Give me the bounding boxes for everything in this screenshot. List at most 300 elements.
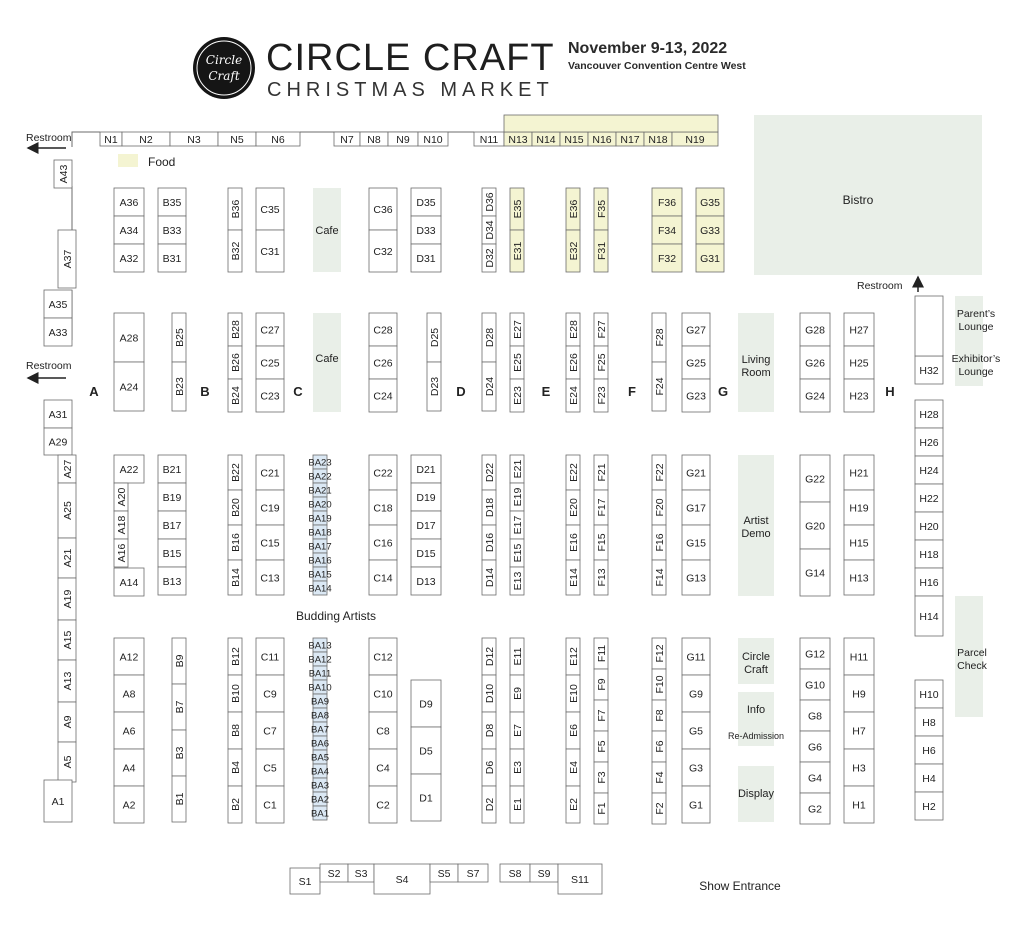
booth-b15[interactable] xyxy=(158,539,186,567)
booth-c31[interactable] xyxy=(256,230,284,272)
booth-d1[interactable] xyxy=(411,774,441,821)
booth-e31[interactable] xyxy=(510,230,524,272)
booth-d25[interactable] xyxy=(427,313,441,362)
booth-d22[interactable] xyxy=(482,455,496,490)
booth-g35[interactable] xyxy=(696,188,724,216)
booth-ba23[interactable] xyxy=(308,455,331,469)
booth-label: H4 xyxy=(922,772,936,785)
booth-f16[interactable] xyxy=(652,525,666,560)
booth-g22[interactable] xyxy=(800,455,830,502)
booth-n10[interactable] xyxy=(418,132,448,146)
booth-c22[interactable] xyxy=(369,455,397,490)
booth-b7[interactable] xyxy=(172,684,186,730)
booth-label: H32 xyxy=(919,364,939,377)
booth-e13[interactable] xyxy=(510,567,524,595)
booth-c5[interactable] xyxy=(256,749,284,786)
booth-h18[interactable] xyxy=(915,540,943,568)
booth-e35[interactable] xyxy=(510,188,524,230)
booth-b36[interactable] xyxy=(228,188,242,230)
booth-e32[interactable] xyxy=(566,230,580,272)
booth-g25[interactable] xyxy=(682,346,710,379)
booth-a1[interactable] xyxy=(44,780,72,822)
booth-a25[interactable] xyxy=(58,483,76,538)
booth-f25[interactable] xyxy=(594,346,608,379)
booth-g6[interactable] xyxy=(800,731,830,762)
booth-n2[interactable] xyxy=(122,132,170,146)
booth-d6[interactable] xyxy=(482,749,496,786)
booth-g5[interactable] xyxy=(682,712,710,749)
booth-b25[interactable] xyxy=(172,313,186,362)
booth-[interactable] xyxy=(504,115,718,132)
booth-[interactable] xyxy=(915,296,943,356)
booth-label: A21 xyxy=(61,548,74,568)
booth-a27[interactable] xyxy=(58,455,76,483)
booth-b1[interactable] xyxy=(172,776,186,822)
booth-c32[interactable] xyxy=(369,230,397,272)
booth-g20[interactable] xyxy=(800,502,830,549)
booth-n8[interactable] xyxy=(360,132,388,146)
booth-d5[interactable] xyxy=(411,727,441,774)
booth-h16[interactable] xyxy=(915,568,943,596)
booth-g9[interactable] xyxy=(682,675,710,712)
booth-label: D12 xyxy=(483,646,496,667)
booth-label: F9 xyxy=(595,678,608,691)
booth-a4[interactable] xyxy=(114,749,144,786)
booth-box[interactable] xyxy=(915,296,943,356)
booth-b23[interactable] xyxy=(172,362,186,411)
booth-d16[interactable] xyxy=(482,525,496,560)
booth-h23[interactable] xyxy=(844,379,874,412)
booth-f36[interactable] xyxy=(652,188,682,216)
booth-b14[interactable] xyxy=(228,560,242,595)
booth-a31[interactable] xyxy=(44,400,72,428)
booth-h19[interactable] xyxy=(844,490,874,525)
booth-f28[interactable] xyxy=(652,313,666,362)
booth-a18[interactable] xyxy=(114,511,128,539)
booth-c2[interactable] xyxy=(369,786,397,823)
booth-c11[interactable] xyxy=(256,638,284,675)
booth-label: E9 xyxy=(511,687,524,700)
booth-a5[interactable] xyxy=(58,742,76,782)
booth-a43[interactable] xyxy=(54,160,72,188)
booth-n1[interactable] xyxy=(100,132,122,146)
booth-a22[interactable] xyxy=(114,455,144,483)
booth-d36[interactable] xyxy=(482,188,496,216)
booth-a20[interactable] xyxy=(114,483,128,511)
booth-g21[interactable] xyxy=(682,455,710,490)
booth-label: D34 xyxy=(483,220,496,240)
booth-d31[interactable] xyxy=(411,244,441,272)
booth-f15[interactable] xyxy=(594,525,608,560)
booth-b13[interactable] xyxy=(158,567,186,595)
booth-g11[interactable] xyxy=(682,638,710,675)
booth-a35[interactable] xyxy=(44,290,72,318)
booth-a15[interactable] xyxy=(58,620,76,660)
booth-f31[interactable] xyxy=(594,230,608,272)
booth-ba19[interactable] xyxy=(308,511,331,525)
booth-n17[interactable] xyxy=(616,132,644,146)
booth-a21[interactable] xyxy=(58,538,76,578)
booth-h9[interactable] xyxy=(844,675,874,712)
booth-n13[interactable] xyxy=(504,132,532,146)
booth-g24[interactable] xyxy=(800,379,830,412)
booth-h24[interactable] xyxy=(915,456,943,484)
booth-e20[interactable] xyxy=(566,490,580,525)
booth-c8[interactable] xyxy=(369,712,397,749)
booth-f34[interactable] xyxy=(652,216,682,244)
booth-h27[interactable] xyxy=(844,313,874,346)
booth-ba8[interactable] xyxy=(311,708,329,722)
booth-a37[interactable] xyxy=(58,230,76,288)
booth-f6[interactable] xyxy=(652,731,666,762)
booth-b8[interactable] xyxy=(228,712,242,749)
booth-e6[interactable] xyxy=(566,712,580,749)
booth-f23[interactable] xyxy=(594,379,608,412)
booth-b21[interactable] xyxy=(158,455,186,483)
booth-d9[interactable] xyxy=(411,680,441,727)
booth-box[interactable] xyxy=(504,115,718,132)
booth-s7[interactable] xyxy=(458,864,488,882)
booth-c25[interactable] xyxy=(256,346,284,379)
booth-a6[interactable] xyxy=(114,712,144,749)
booth-s2[interactable] xyxy=(320,864,348,882)
booth-g2[interactable] xyxy=(800,793,830,824)
booth-c16[interactable] xyxy=(369,525,397,560)
booth-d13[interactable] xyxy=(411,567,441,595)
booth-c24[interactable] xyxy=(369,379,397,412)
booth-f2[interactable] xyxy=(652,793,666,824)
booth-a9[interactable] xyxy=(58,702,76,742)
booth-b22[interactable] xyxy=(228,455,242,490)
booth-d14[interactable] xyxy=(482,560,496,595)
booth-f5[interactable] xyxy=(594,731,608,762)
booth-n18[interactable] xyxy=(644,132,672,146)
booth-c28[interactable] xyxy=(369,313,397,346)
booth-s5[interactable] xyxy=(430,864,458,882)
booth-b12[interactable] xyxy=(228,638,242,675)
booth-g8[interactable] xyxy=(800,700,830,731)
booth-label: BA22 xyxy=(308,471,332,483)
booth-e12[interactable] xyxy=(566,638,580,675)
booth-n14[interactable] xyxy=(532,132,560,146)
booth-d19[interactable] xyxy=(411,483,441,511)
booth-h1[interactable] xyxy=(844,786,874,823)
booth-label: BA20 xyxy=(308,499,332,511)
booth-label: D2 xyxy=(483,797,496,812)
booth-c26[interactable] xyxy=(369,346,397,379)
booth-e22[interactable] xyxy=(566,455,580,490)
booth-f7[interactable] xyxy=(594,700,608,731)
booth-a16[interactable] xyxy=(114,539,128,567)
booth-h20[interactable] xyxy=(915,512,943,540)
booth-s1[interactable] xyxy=(290,868,320,894)
booth-b9[interactable] xyxy=(172,638,186,684)
booth-d12[interactable] xyxy=(482,638,496,675)
booth-ba20[interactable] xyxy=(308,497,331,511)
booth-d35[interactable] xyxy=(411,188,441,216)
booth-f24[interactable] xyxy=(652,362,666,411)
booth-f32[interactable] xyxy=(652,244,682,272)
booth-d18[interactable] xyxy=(482,490,496,525)
booth-g10[interactable] xyxy=(800,669,830,700)
booth-d23[interactable] xyxy=(427,362,441,411)
booth-n6[interactable] xyxy=(256,132,300,146)
booth-b4[interactable] xyxy=(228,749,242,786)
booth-e2[interactable] xyxy=(566,786,580,823)
booth-g33[interactable] xyxy=(696,216,724,244)
booth-b32[interactable] xyxy=(228,230,242,272)
booth-b31[interactable] xyxy=(158,244,186,272)
booth-f11[interactable] xyxy=(594,638,608,669)
booth-n11[interactable] xyxy=(474,132,504,146)
booth-c15[interactable] xyxy=(256,525,284,560)
booth-e24[interactable] xyxy=(566,379,580,412)
booth-c27[interactable] xyxy=(256,313,284,346)
booth-e7[interactable] xyxy=(510,712,524,749)
booth-b20[interactable] xyxy=(228,490,242,525)
booth-ba21[interactable] xyxy=(308,483,331,497)
booth-a34[interactable] xyxy=(114,216,144,244)
booth-n3[interactable] xyxy=(170,132,218,146)
booth-a32[interactable] xyxy=(114,244,144,272)
booth-c18[interactable] xyxy=(369,490,397,525)
booth-s11[interactable] xyxy=(558,864,602,894)
booth-f27[interactable] xyxy=(594,313,608,346)
booth-e23[interactable] xyxy=(510,379,524,412)
booth-h25[interactable] xyxy=(844,346,874,379)
booth-n15[interactable] xyxy=(560,132,588,146)
booth-g12[interactable] xyxy=(800,638,830,669)
booth-d15[interactable] xyxy=(411,539,441,567)
booth-d32[interactable] xyxy=(482,244,496,272)
booth-c19[interactable] xyxy=(256,490,284,525)
booth-e15[interactable] xyxy=(510,539,524,567)
booth-g13[interactable] xyxy=(682,560,710,595)
booth-b3[interactable] xyxy=(172,730,186,776)
booth-d28[interactable] xyxy=(482,313,496,362)
booth-label: A14 xyxy=(119,576,139,589)
booth-h8[interactable] xyxy=(915,708,943,736)
booth-b10[interactable] xyxy=(228,675,242,712)
booth-a36[interactable] xyxy=(114,188,144,216)
booth-h6[interactable] xyxy=(915,736,943,764)
booth-g15[interactable] xyxy=(682,525,710,560)
booth-c21[interactable] xyxy=(256,455,284,490)
booth-n9[interactable] xyxy=(388,132,418,146)
booth-label: E35 xyxy=(511,199,524,219)
booth-g14[interactable] xyxy=(800,549,830,596)
booth-a33[interactable] xyxy=(44,318,72,346)
booth-c7[interactable] xyxy=(256,712,284,749)
booth-f14[interactable] xyxy=(652,560,666,595)
booth-h13[interactable] xyxy=(844,560,874,595)
booth-c23[interactable] xyxy=(256,379,284,412)
booth-a14[interactable] xyxy=(114,568,144,596)
booth-f21[interactable] xyxy=(594,455,608,490)
booth-c14[interactable] xyxy=(369,560,397,595)
booth-d17[interactable] xyxy=(411,511,441,539)
booth-ba3[interactable] xyxy=(311,778,329,792)
booth-label: H9 xyxy=(852,688,866,701)
booth-f17[interactable] xyxy=(594,490,608,525)
booth-h32[interactable] xyxy=(915,356,943,384)
booth-ba16[interactable] xyxy=(308,553,331,567)
booth-c13[interactable] xyxy=(256,560,284,595)
booth-e26[interactable] xyxy=(566,346,580,379)
booth-h11[interactable] xyxy=(844,638,874,675)
booth-d21[interactable] xyxy=(411,455,441,483)
booth-s4[interactable] xyxy=(374,864,430,894)
booth-ba11[interactable] xyxy=(309,666,332,680)
booth-e16[interactable] xyxy=(566,525,580,560)
booth-f35[interactable] xyxy=(594,188,608,230)
booth-ba15[interactable] xyxy=(308,567,331,581)
booth-n5[interactable] xyxy=(218,132,256,146)
booth-e1[interactable] xyxy=(510,786,524,823)
booth-g27[interactable] xyxy=(682,313,710,346)
booth-a2[interactable] xyxy=(114,786,144,823)
booth-s9[interactable] xyxy=(530,864,558,882)
booth-d33[interactable] xyxy=(411,216,441,244)
booth-a12[interactable] xyxy=(114,638,144,675)
booth-e3[interactable] xyxy=(510,749,524,786)
booth-e4[interactable] xyxy=(566,749,580,786)
booth-h15[interactable] xyxy=(844,525,874,560)
booth-g23[interactable] xyxy=(682,379,710,412)
booth-ba4[interactable] xyxy=(311,764,329,778)
booth-b28[interactable] xyxy=(228,313,242,346)
booth-g1[interactable] xyxy=(682,786,710,823)
booth-f20[interactable] xyxy=(652,490,666,525)
booth-f9[interactable] xyxy=(594,669,608,700)
booth-ba5[interactable] xyxy=(311,750,329,764)
booth-ba17[interactable] xyxy=(308,539,331,553)
booth-e11[interactable] xyxy=(510,638,524,675)
booth-f1[interactable] xyxy=(594,793,608,824)
booth-f13[interactable] xyxy=(594,560,608,595)
booth-ba13[interactable] xyxy=(308,638,331,652)
booth-b19[interactable] xyxy=(158,483,186,511)
booth-d24[interactable] xyxy=(482,362,496,411)
booth-label: G1 xyxy=(688,799,704,812)
booth-f10[interactable] xyxy=(652,669,666,700)
booth-h3[interactable] xyxy=(844,749,874,786)
booth-h28[interactable] xyxy=(915,400,943,428)
booth-n7[interactable] xyxy=(334,132,360,146)
booth-d10[interactable] xyxy=(482,675,496,712)
booth-e25[interactable] xyxy=(510,346,524,379)
booth-e9[interactable] xyxy=(510,675,524,712)
booth-ba18[interactable] xyxy=(308,525,331,539)
booth-ba14[interactable] xyxy=(308,581,331,595)
booth-n16[interactable] xyxy=(588,132,616,146)
booth-ba12[interactable] xyxy=(308,652,331,666)
booth-label: H16 xyxy=(919,576,939,589)
booth-e10[interactable] xyxy=(566,675,580,712)
booth-label: B13 xyxy=(162,575,182,588)
booth-ba7[interactable] xyxy=(311,722,329,736)
booth-ba2[interactable] xyxy=(311,792,329,806)
booth-e21[interactable] xyxy=(510,455,524,483)
booth-c1[interactable] xyxy=(256,786,284,823)
booth-e36[interactable] xyxy=(566,188,580,230)
booth-n19[interactable] xyxy=(672,132,718,146)
booth-d34[interactable] xyxy=(482,216,496,244)
booth-d2[interactable] xyxy=(482,786,496,823)
booth-ba1[interactable] xyxy=(311,806,329,820)
booth-g4[interactable] xyxy=(800,762,830,793)
booth-c12[interactable] xyxy=(369,638,397,675)
booth-h2[interactable] xyxy=(915,792,943,820)
booth-g28[interactable] xyxy=(800,313,830,346)
booth-s3[interactable] xyxy=(348,864,374,882)
booth-c9[interactable] xyxy=(256,675,284,712)
booth-g3[interactable] xyxy=(682,749,710,786)
logo-line-2: Craft xyxy=(208,69,240,83)
booth-f3[interactable] xyxy=(594,762,608,793)
booth-label: C22 xyxy=(373,467,393,480)
booth-e14[interactable] xyxy=(566,560,580,595)
booth-g26[interactable] xyxy=(800,346,830,379)
booth-label: G12 xyxy=(805,648,825,661)
booth-f12[interactable] xyxy=(652,638,666,669)
booth-e17[interactable] xyxy=(510,511,524,539)
booth-a8[interactable] xyxy=(114,675,144,712)
booth-b33[interactable] xyxy=(158,216,186,244)
booth-d8[interactable] xyxy=(482,712,496,749)
booth-b17[interactable] xyxy=(158,511,186,539)
booth-e19[interactable] xyxy=(510,483,524,511)
booth-label: D36 xyxy=(483,192,496,212)
booth-c10[interactable] xyxy=(369,675,397,712)
booth-a13[interactable] xyxy=(58,660,76,702)
booth-f22[interactable] xyxy=(652,455,666,490)
booth-label: A5 xyxy=(61,755,74,769)
booth-f8[interactable] xyxy=(652,700,666,731)
booth-h14[interactable] xyxy=(915,596,943,636)
booth-h4[interactable] xyxy=(915,764,943,792)
booth-label: F35 xyxy=(595,199,608,219)
booth-ba10[interactable] xyxy=(308,680,331,694)
booth-c36[interactable] xyxy=(369,188,397,230)
booth-ba9[interactable] xyxy=(311,694,329,708)
booth-b26[interactable] xyxy=(228,346,242,379)
booth-e28[interactable] xyxy=(566,313,580,346)
booth-ba22[interactable] xyxy=(308,469,331,483)
booth-h7[interactable] xyxy=(844,712,874,749)
booth-b24[interactable] xyxy=(228,379,242,412)
booth-a19[interactable] xyxy=(58,578,76,620)
booth-b35[interactable] xyxy=(158,188,186,216)
booth-a28[interactable] xyxy=(114,313,144,362)
booth-b16[interactable] xyxy=(228,525,242,560)
booth-g31[interactable] xyxy=(696,244,724,272)
booth-f4[interactable] xyxy=(652,762,666,793)
booth-c4[interactable] xyxy=(369,749,397,786)
booth-e27[interactable] xyxy=(510,313,524,346)
booth-g17[interactable] xyxy=(682,490,710,525)
booth-s8[interactable] xyxy=(500,864,530,882)
booth-h22[interactable] xyxy=(915,484,943,512)
booth-ba6[interactable] xyxy=(311,736,329,750)
booth-h26[interactable] xyxy=(915,428,943,456)
booth-h10[interactable] xyxy=(915,680,943,708)
booth-c35[interactable] xyxy=(256,188,284,230)
booth-a29[interactable] xyxy=(44,428,72,455)
booth-h21[interactable] xyxy=(844,455,874,490)
booth-b2[interactable] xyxy=(228,786,242,823)
booth-a24[interactable] xyxy=(114,362,144,411)
